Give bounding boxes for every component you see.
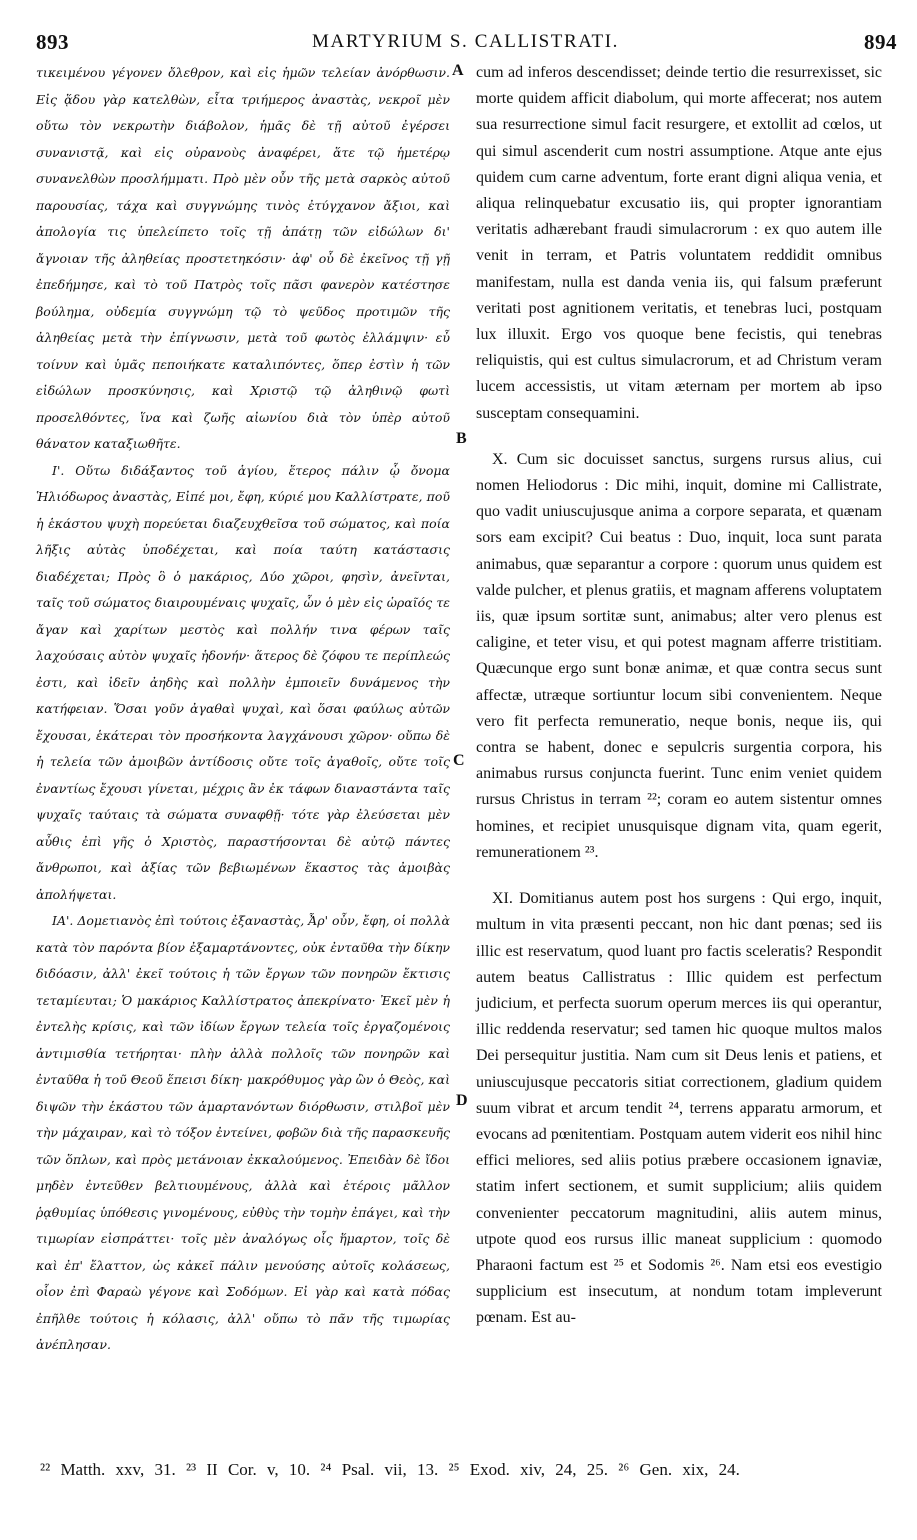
page-number-right: 894 [864, 30, 897, 54]
margin-marker-d: D [456, 1092, 468, 1109]
latin-paragraph-1: cum ad inferos descendisset; deinde tertio die resurrexisset, sic morte quidem afficit diabolum, qui morte affecerat; nos autem sua resurrectione simul facit resurgere, et extollit ad cœlos, ut qui simul ascenderit cum nostri assumptione. Atque ante ejus quidem cum carne adventum, forte erant digni aliqua venia, et aliqua relinquebatur excusatio iis, qui propter ignorantiam veritatis adhærebant fraudi simulacrorum : ex quo autem ille venit in terram, et Patris voluntatem reddidit omnibus manifestam, nulla est danda venia iis, qui falsum præferunt veritati post agnitionem veritatis, et tenebras luci, postquam lux illuxit. Ergo vos quoque bene fecistis, qui tenebras reliquistis, qui est cultus simulacrorum, et ad Christum veram lucem accessistis, ut vitam æternam per mortem ab ipso susceptam consequamini. [476, 64, 882, 422]
latin-paragraph-3: XI. Domitianus autem post hos surgens : Qui ergo, inquit, multum in vita præsenti peccant, non hic dant pœnas; sed iis illic est reservatum, quod luant pro factis sceleratis? Respondit autem beatus Callistratus : Illic quidem est perfectum judicium, et perfecta suorum operum merces iis qui operantur, illic reddenda reservatur; sed tamen hic quoque multos malos Dei persequitur justitia. Nam cum sit Deus lenis et patiens, et uniuscujusque peccatoris sitiat correctionem, gladium quidem suum vibrat et arcum tendit ²⁴, terrens apparatu armorum, et evocans ad pœnitentiam. Postquam autem viderit eos nihil hinc effici meliores, sed aliis potius præbere occasionem ignaviæ, statim infert sectionem, et sumit supplicium; aliis quidem convenienter peccatorum magnitudini, aliis autem minus, utpote quod eos rursus illic maneat supplicium : quomodo Pharaoni factum est ²⁵ et Sodomis ²⁶. Nam etsi eos evestigio supplicium est insecutum, at nondum totam impleverunt pœnam. Est au- [476, 890, 882, 1327]
greek-column [36, 60, 450, 1359]
margin-marker-c: C [453, 752, 465, 769]
latin-column [476, 60, 882, 1332]
margin-marker-b: B [456, 430, 467, 447]
page-header [32, 30, 899, 58]
footnotes: ²² Matth. xxv, 31. ²³ II Cor. v, 10. ²⁴ Psal. vii, 13. ²⁵ Exod. xiv, 24, 25. ²⁶ Gen. xix, 24. [40, 1460, 740, 1479]
latin-paragraph-2: X. Cum sic docuisset sanctus, surgens rursus alius, cui nomen Heliodorus : Dic mihi, inquit, domine mi Callistrate, quo vadit uniuscujusque anima a corpore separata, et quænam sors eam excipit? Cui beatus : Duo, inquit, loca sunt parata animabus, quæ separantur a corpore : quorum unus quidem est valde pulcher, et plenus gratiis, et magnam afferens voluptatem iis, quæ ipsum sortitæ sunt, animabus; alter vero plenus est caligine, et teter visu, et qui potest magnam afferre tristitiam. Quæcunque ergo sunt bonæ animæ, et quæ contra secus sunt affectæ, utræque sortiuntur locum sibi convenientem. Neque vero fit perfecta remuneratio, neque bonis, neque iis, qui contra se habent, donec e sepulcris surgentia corpora, his animabus rursus conjuncta fuerint. Tunc enim veniet quidem rursus Christus in terram ²²; coram eo autem sistentur omnes homines, et recipiet unusquisque dignam vita, quam egerit, remunerationem ²³. [476, 450, 882, 861]
greek-paragraph-2: Ι'. Οὕτω διδάξαντος τοῦ ἁγίου, ἕτερος πάλιν ᾧ ὄνομα Ἡλιόδωρος ἀναστὰς, Εἰπέ μοι, ἔφη, κύριέ μου Καλλίστρατε, ποῦ ἡ ἑκάστου ψυχὴ πορεύεται διαζευχθεῖσα τοῦ σώματος, καὶ ποία λῆξις αὐτὰς ὑποδέχεται, καὶ ποία ταύτη κατάστασις διαδέχεται; Πρὸς ὃ ὁ μακάριος, Δύο χῶροι, φησὶν, ἀνεῖνται, ταῖς τοῦ σώματος διαιρουμέναις ψυχαῖς, ὧν ὁ μὲν εἰς ὡραῖός τε ἄγαν καὶ χαρίτων μεστὸς καὶ πολλήν τινα φέρων ταῖς λαχούσαις αὐτὸν ψυχαῖς ἡδονήν· ἅτερος δὲ ζόφου τε περίπλεώς ἐστι, καὶ ἰδεῖν ἀηδὴς καὶ πολλὴν ἐμποιεῖν δυνάμενος τὴν κατήφειαν. Ὅσαι γοῦν ἀγαθαὶ ψυχαὶ, καὶ ὅσαι φαύλως αὐτῶν ἔχουσαι, ἑκάτεραι τὸν προσήκοντα λαγχάνουσι χῶρον· οὔπω δὲ ἡ τελεία τῶν ἀμοιβῶν ἀντίδοσις οὔτε τοῖς ἀγαθοῖς, οὔτε τοῖς ἐναντίως ἔχουσι γίνεται, μέχρις ἂν ἐκ τάφων διαναστάντα ταῖς ψυχαῖς ταύταις τὰ σώματα συναφθῇ· τότε γὰρ ἐλεύσεται μὲν αὖθις ἐπὶ γῆς ὁ Χριστὸς, παραστήσονται δὲ αὐτῷ πάντες ἄνθρωποι, καὶ ἀξίας τῶν βεβιωμένων ἕκαστος τὰς ἀμοιβὰς ἀπολήψεται. [36, 462, 450, 902]
running-title: MARTYRIUM S. CALLISTRATI. [312, 31, 619, 52]
greek-paragraph-3: ΙΑ'. Δομετιανὸς ἐπὶ τούτοις ἐξαναστὰς, Ἆρ' οὖν, ἔφη, οἱ πολλὰ κατὰ τὸν παρόντα βίον ἐξαμαρτάνοντες, οὐκ ἐνταῦθα τὴν δίκην διδόασιν, ἀλλ' ἐκεῖ τούτοις ἡ τῶν ἔργων τῶν πονηρῶν ἔκτισις τεταμίευται; Ὁ μακάριος Καλλίστρατος ἀπεκρίνατο· Ἐκεῖ μὲν ἡ ἐντελὴς κρίσις, καὶ τῶν ἰδίων ἔργων τελεία τοῖς ἐργαζομένοις ἀντιμισθία τετήρηται· πλὴν ἀλλὰ πολλοῖς τῶν πονηρῶν καὶ ἐνταῦθα ἡ τοῦ Θεοῦ ἕπεισι δίκη· μακρόθυμος γὰρ ὢν ὁ Θεὸς, καὶ διψῶν τὴν ἑκάστου τῶν ἁμαρτανόντων διόρθωσιν, στιλβοῖ μὲν τὴν μάχαιραν, καὶ τὸ τόξον ἐντείνει, φοβῶν διὰ τῆς παρασκευῆς τῶν ὅπλων, καὶ πρὸς μετάνοιαν ἐκκαλούμενος. Ἐπειδὰν δὲ ἴδοι μηδὲν ἐντεῦθεν βελτιουμένους, ἀλλὰ καὶ ἑτέροις μᾶλλον ῥᾳθυμίας ὑπόθεσις γινομένους, εὐθὺς τὴν τομὴν ἐπάγει, καὶ τὴν τιμωρίαν εἰσπράττει· τοῖς μὲν ἀναλόγως οἷς ἥμαρτον, τοῖς δὲ καὶ ἐπ' ἔλαττον, ὡς κἀκεῖ πάλιν μενούσης αὐτοῖς κολάσεως, οἷον ἐπὶ Φαραὼ γέγονε καὶ Σοδόμων. Εἰ γὰρ καὶ κατὰ πόδας ἐπῆλθε τούτοις ἡ κόλασις, ἀλλ' οὔπω τὸ πᾶν τῆς τιμωρίας ἀνέπλησαν. [36, 913, 450, 1352]
greek-paragraph-1: τικειμένου γέγονεν ὄλεθρον, καὶ εἰς ἡμῶν τελείαν ἀνόρθωσιν. Εἰς ᾅδου γὰρ κατελθὼν, εἶτα τριήμερος ἀναστὰς, νεκροῖ μὲν οὕτω τὸν νεκρωτὴν διάβολον, ἡμᾶς δὲ τῇ αὐτοῦ ἐγέρσει συνανιστᾷ, καὶ εἰς οὐρανοὺς ἀναφέρει, ἅτε τῷ ἡμετέρῳ συνανελθὼν προσλήμματι. Πρὸ μὲν οὖν τῆς μετὰ σαρκὸς αὐτοῦ παρουσίας, τάχα καὶ συγγνώμης τινὸς ἐτύγχανον ἄξιοι, καὶ ἀπολογία τις ὑπελείπετο τοῖς τῇ ἀπάτῃ τῶν εἰδώλων δι' ἄγνοιαν τῆς ἀληθείας προστετηκόσιν· ἀφ' οὗ δὲ ἐκεῖνος τῇ γῇ ἐπεδήμησε, καὶ τὸ τοῦ Πατρὸς τοῖς πᾶσι φανερὸν κατέστησε βούλημα, οὐδεμία συγγνώμη τῷ τὸ ψεῦδος προτιμῶν τῆς ἀληθείας μετὰ τὴν ἐπίγνωσιν, μετὰ τοῦ φωτὸς ἐλλάμψιν· εὖ τοίνυν καὶ ὑμᾶς πεποιήκατε καταλιπόντες, ὅπερ ἐστὶν ἡ τῶν εἰδώλων προσκύνησις, καὶ Χριστῷ τῷ ἀληθινῷ φωτὶ προσελθόντες, ἵνα καὶ ζωῆς αἰωνίου διὰ τὸν ὑπὲρ αὐτοῦ θάνατον καταξιωθῆτε. [36, 65, 450, 451]
page-number-left: 893 [36, 30, 69, 54]
margin-marker-a: A [452, 62, 464, 79]
